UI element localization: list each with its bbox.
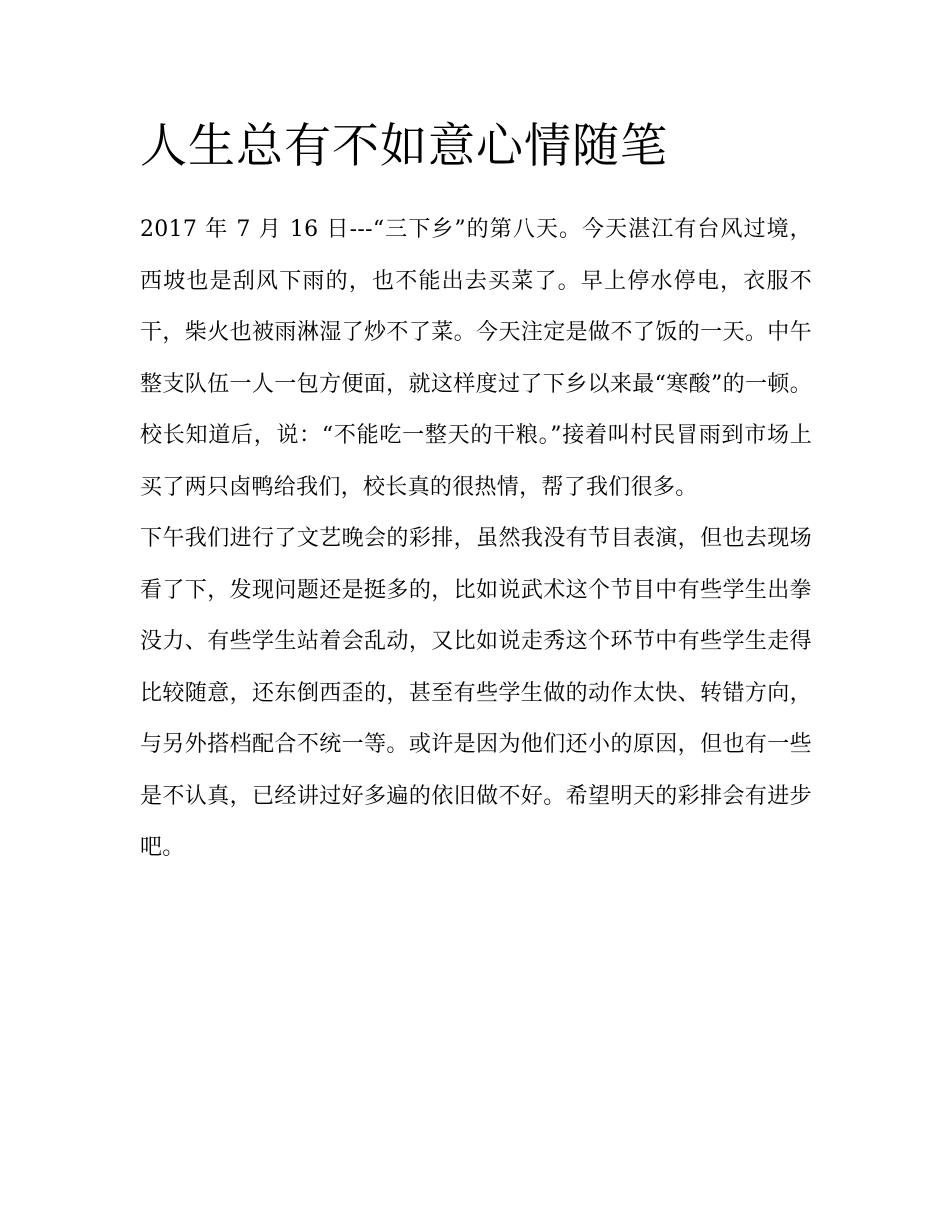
document-title: 人生总有不如意心情随笔 — [140, 119, 668, 174]
document-content — [140, 112, 812, 874]
paragraph-2: 下午我们进行了文艺晚会的彩排，虽然我没有节目表演，但也去现场看了下，发现问题还是挺多的，比如说武术这个节目中有些学生出拳没力、有些学生站着会乱动，又比如说走秀这个环节中有些学生走得比较随意，还东倒西歪的，甚至有些学生做的动作太快、转错方向，与另外搭档配合不统一等。或许是因为他们还小的原因，但也有一些是不认真，已经讲过好多遍的依旧做不好。希望明天的彩排会有进步吧。 — [140, 526, 812, 860]
document-body — [140, 204, 812, 874]
paragraph-1: 2017 年 7 月 16 日---“三下乡”的第八天。今天湛江有台风过境，西坡也是刮风下雨的，也不能出去买菜了。早上停水停电，衣服不干，柴火也被雨淋湿了炒不了菜。今天注定是做不了饭的一天。中午整支队伍一人一包方便面，就这样度过了下乡以来最“寒酸”的一顿。校长知道后，说：“不能吃一整天的干粮。”接着叫村民冒雨到市场上买了两只卤鸭给我们，校长真的很热情，帮了我们很多。 — [140, 217, 812, 500]
